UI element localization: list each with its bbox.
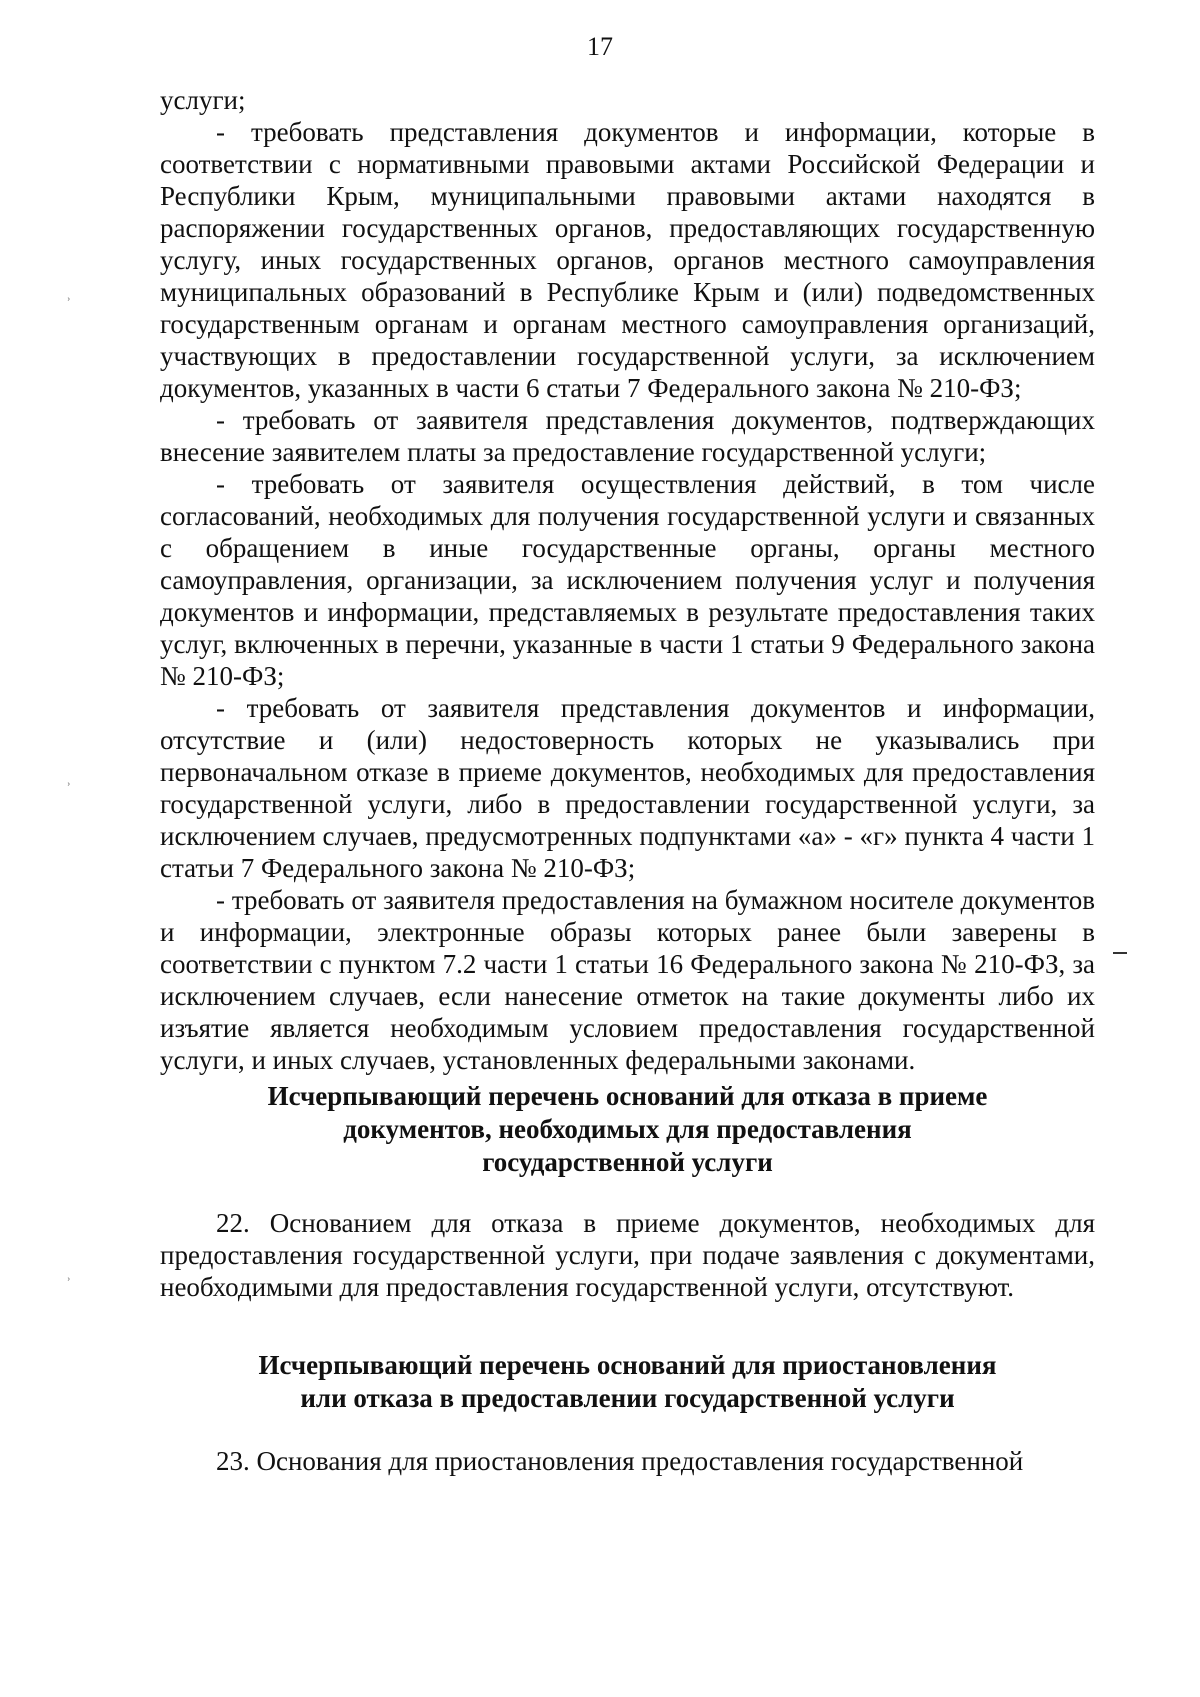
- section-heading-suspension-refusal: [160, 1349, 1095, 1415]
- list-item: - требовать от заявителя осуществления действий, в том числе согласований, необходимых для получения государственной услуги и связанных с обращением в иные государственные органы, органы местного самоуправления, организации, за исключением получения услуг и получения документов и информации, представляемых в результате предоставления таких услуг, включенных в перечни, указанные в части 1 статьи 9 Федерального закона № 210-ФЗ;: [160, 469, 1095, 691]
- heading-line: Исчерпывающий перечень оснований для отказа в приеме: [267, 1081, 988, 1111]
- scan-artifact: ʾ: [66, 781, 72, 798]
- section-heading-refusal-documents: [160, 1080, 1095, 1179]
- heading-line: или отказа в предоставлении государственной услуги: [300, 1383, 955, 1413]
- scan-artifact: ʾ: [66, 1276, 72, 1293]
- list-item: - требовать от заявителя представления документов, подтверждающих внесение заявителем платы за предоставление государственной услуги;: [160, 405, 1095, 467]
- heading-line: государственной услуги: [482, 1147, 773, 1177]
- scan-artifact: [1113, 952, 1127, 954]
- document-body: [160, 84, 1095, 1477]
- list-item: - требовать представления документов и информации, которые в соответствии с нормативными правовыми актами Российской Федерации и Республики Крым, муниципальными правовыми актами находятся в распоряжении государственных органов, предоставляющих государственную услугу, иных государственных органов, органов местного самоуправления муниципальных образований в Республике Крым и (или) подведомственных государственным органам и органам местного самоуправления организаций, участвующих в предоставлении государственной услуги, за исключением документов, указанных в части 6 статьи 7 Федерального закона № 210-ФЗ;: [160, 117, 1095, 403]
- paragraph-22: 22. Основанием для отказа в приеме документов, необходимых для предоставления государственной услуги, при подаче заявления с документами, необходимыми для предоставления государственной услуги, отсутствуют.: [160, 1208, 1095, 1302]
- paragraph-23: 23. Основания для приостановления предоставления государственной: [216, 1446, 1024, 1476]
- scan-artifact: ʾ: [66, 296, 72, 313]
- heading-line: документов, необходимых для предоставления: [343, 1114, 912, 1144]
- list-item: - требовать от заявителя представления документов и информации, отсутствие и (или) недостоверность которых не указывались при первоначальном отказе в приеме документов, необходимых для предоставления государственной услуги, либо в предоставлении государственной услуги, за исключением случаев, предусмотренных подпунктами «а» - «г» пункта 4 части 1 статьи 7 Федерального закона № 210-ФЗ;: [160, 693, 1095, 883]
- page-number: 17: [587, 32, 613, 61]
- paragraph-continuation: услуги;: [160, 85, 246, 115]
- list-item: - требовать от заявителя предоставления на бумажном носителе документов и информации, электронные образы которых ранее были заверены в соответствии с пунктом 7.2 части 1 статьи 16 Федерального закона № 210-ФЗ, за исключением случаев, если нанесение отметок на такие документы либо их изъятие является необходимым условием предоставления государственной услуги, и иных случаев, установленных федеральными законами.: [160, 885, 1095, 1075]
- heading-line: Исчерпывающий перечень оснований для приостановления: [258, 1350, 997, 1380]
